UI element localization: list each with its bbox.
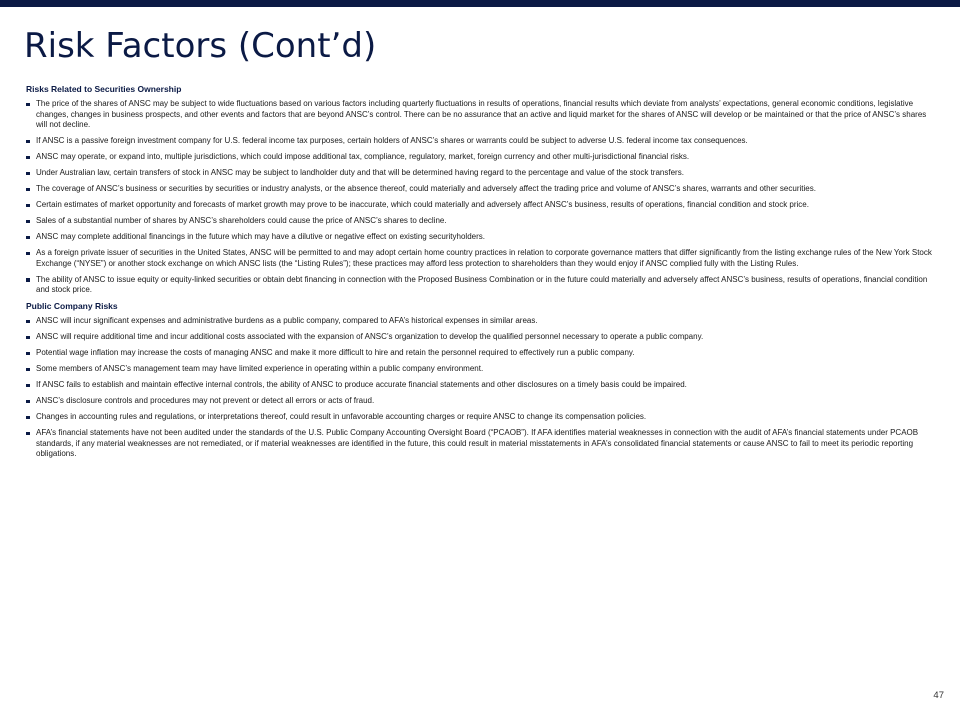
bullet-item: The price of the shares of ANSC may be subject to wide fluctuations based on various factors including quarterly fluctuations in results of operations, financial results which deviate from analysts’ expectations, general economic conditions, legislative changes, changes in business prospects, and other events and factors that are beyond ANSC’s control. There can be no assurance that an active and liquid market for the shares of ANSC will develop or be maintained or that the price of ANSC’s shares will not decline. bbox=[26, 99, 938, 131]
bullet-item: If ANSC is a passive foreign investment company for U.S. federal income tax purposes, certain holders of ANSC’s shares or warrants could be subject to adverse U.S. federal income tax consequences. bbox=[26, 136, 938, 147]
section-heading-public-company: Public Company Risks bbox=[26, 301, 118, 311]
bullet-item: The ability of ANSC to issue equity or equity-linked securities or obtain debt financing in connection with the Proposed Business Combination or in the future could materially and adversely affect ANSC’s business, results of operations, financial condition and stock price. bbox=[26, 275, 938, 296]
slide-title: Risk Factors (Cont’d) bbox=[24, 26, 377, 66]
bullet-item: AFA’s financial statements have not been audited under the standards of the U.S. Public Company Accounting Oversight Board (“PCAOB”). If AFA identifies material weaknesses in connection with the audit of AFA’s financial statements under PCAOB standards, if any material weaknesses are not remediated, or if material weaknesses are identified in the future, this could result in material misstatements in AFA’s consolidated financial statements or cause ANSC to fail to meet its periodic reporting obligations. bbox=[26, 428, 938, 460]
bullet-item: Potential wage inflation may increase the costs of managing ANSC and make it more difficult to hire and retain the personnel required to effectively run a public company. bbox=[26, 348, 938, 359]
top-accent-bar bbox=[0, 0, 960, 7]
bullet-item: Sales of a substantial number of shares by ANSC’s shareholders could cause the price of ANSC’s shares to decline. bbox=[26, 216, 938, 227]
bullet-item: If ANSC fails to establish and maintain effective internal controls, the ability of ANSC to produce accurate financial statements and other disclosures on a timely basis could be impaired. bbox=[26, 380, 938, 391]
bullet-item: ANSC may complete additional financings in the future which may have a dilutive or negative effect on existing securityholders. bbox=[26, 232, 938, 243]
page-number: 47 bbox=[933, 690, 944, 701]
public-company-list bbox=[26, 316, 938, 460]
bullet-item: Certain estimates of market opportunity and forecasts of market growth may prove to be inaccurate, which could materially and adversely affect ANSC’s business, results of operations, financial condition and stock price. bbox=[26, 200, 938, 211]
bullet-item: The coverage of ANSC’s business or securities by securities or industry analysts, or the absence thereof, could materially and adversely affect the trading price and volume of ANSC’s shares, warrants and other securities. bbox=[26, 184, 938, 195]
bullet-item: Under Australian law, certain transfers of stock in ANSC may be subject to landholder duty and that will be determined having regard to the percentage and value of the stock transfers. bbox=[26, 168, 938, 179]
bullet-item: Changes in accounting rules and regulations, or interpretations thereof, could result in unfavorable accounting charges or require ANSC to change its compensation policies. bbox=[26, 412, 938, 423]
securities-ownership-list bbox=[26, 99, 938, 296]
bullet-item: Some members of ANSC’s management team may have limited experience in operating within a public company environment. bbox=[26, 364, 938, 375]
bullet-item: As a foreign private issuer of securities in the United States, ANSC will be permitted to and may adopt certain home country practices in relation to corporate governance matters that differ significantly from the listing exchange rules of the New York Stock Exchange (“NYSE”) or another stock exchange on which ANSC lists (the “Listing Rules”); these practices may afford less protection to shareholders than they would enjoy if ANSC complied fully with the Listing Rules. bbox=[26, 248, 938, 269]
bullet-item: ANSC’s disclosure controls and procedures may not prevent or detect all errors or acts of fraud. bbox=[26, 396, 938, 407]
section-heading-securities-ownership: Risks Related to Securities Ownership bbox=[26, 84, 182, 94]
bullet-item: ANSC will incur significant expenses and administrative burdens as a public company, compared to AFA’s historical expenses in similar areas. bbox=[26, 316, 938, 327]
slide-content bbox=[26, 84, 938, 465]
bullet-item: ANSC will require additional time and incur additional costs associated with the expansion of ANSC’s organization to develop the qualified personnel necessary to operate a public company. bbox=[26, 332, 938, 343]
bullet-item: ANSC may operate, or expand into, multiple jurisdictions, which could impose additional tax, compliance, regulatory, market, foreign currency and other multi-jurisdictional financial risks. bbox=[26, 152, 938, 163]
